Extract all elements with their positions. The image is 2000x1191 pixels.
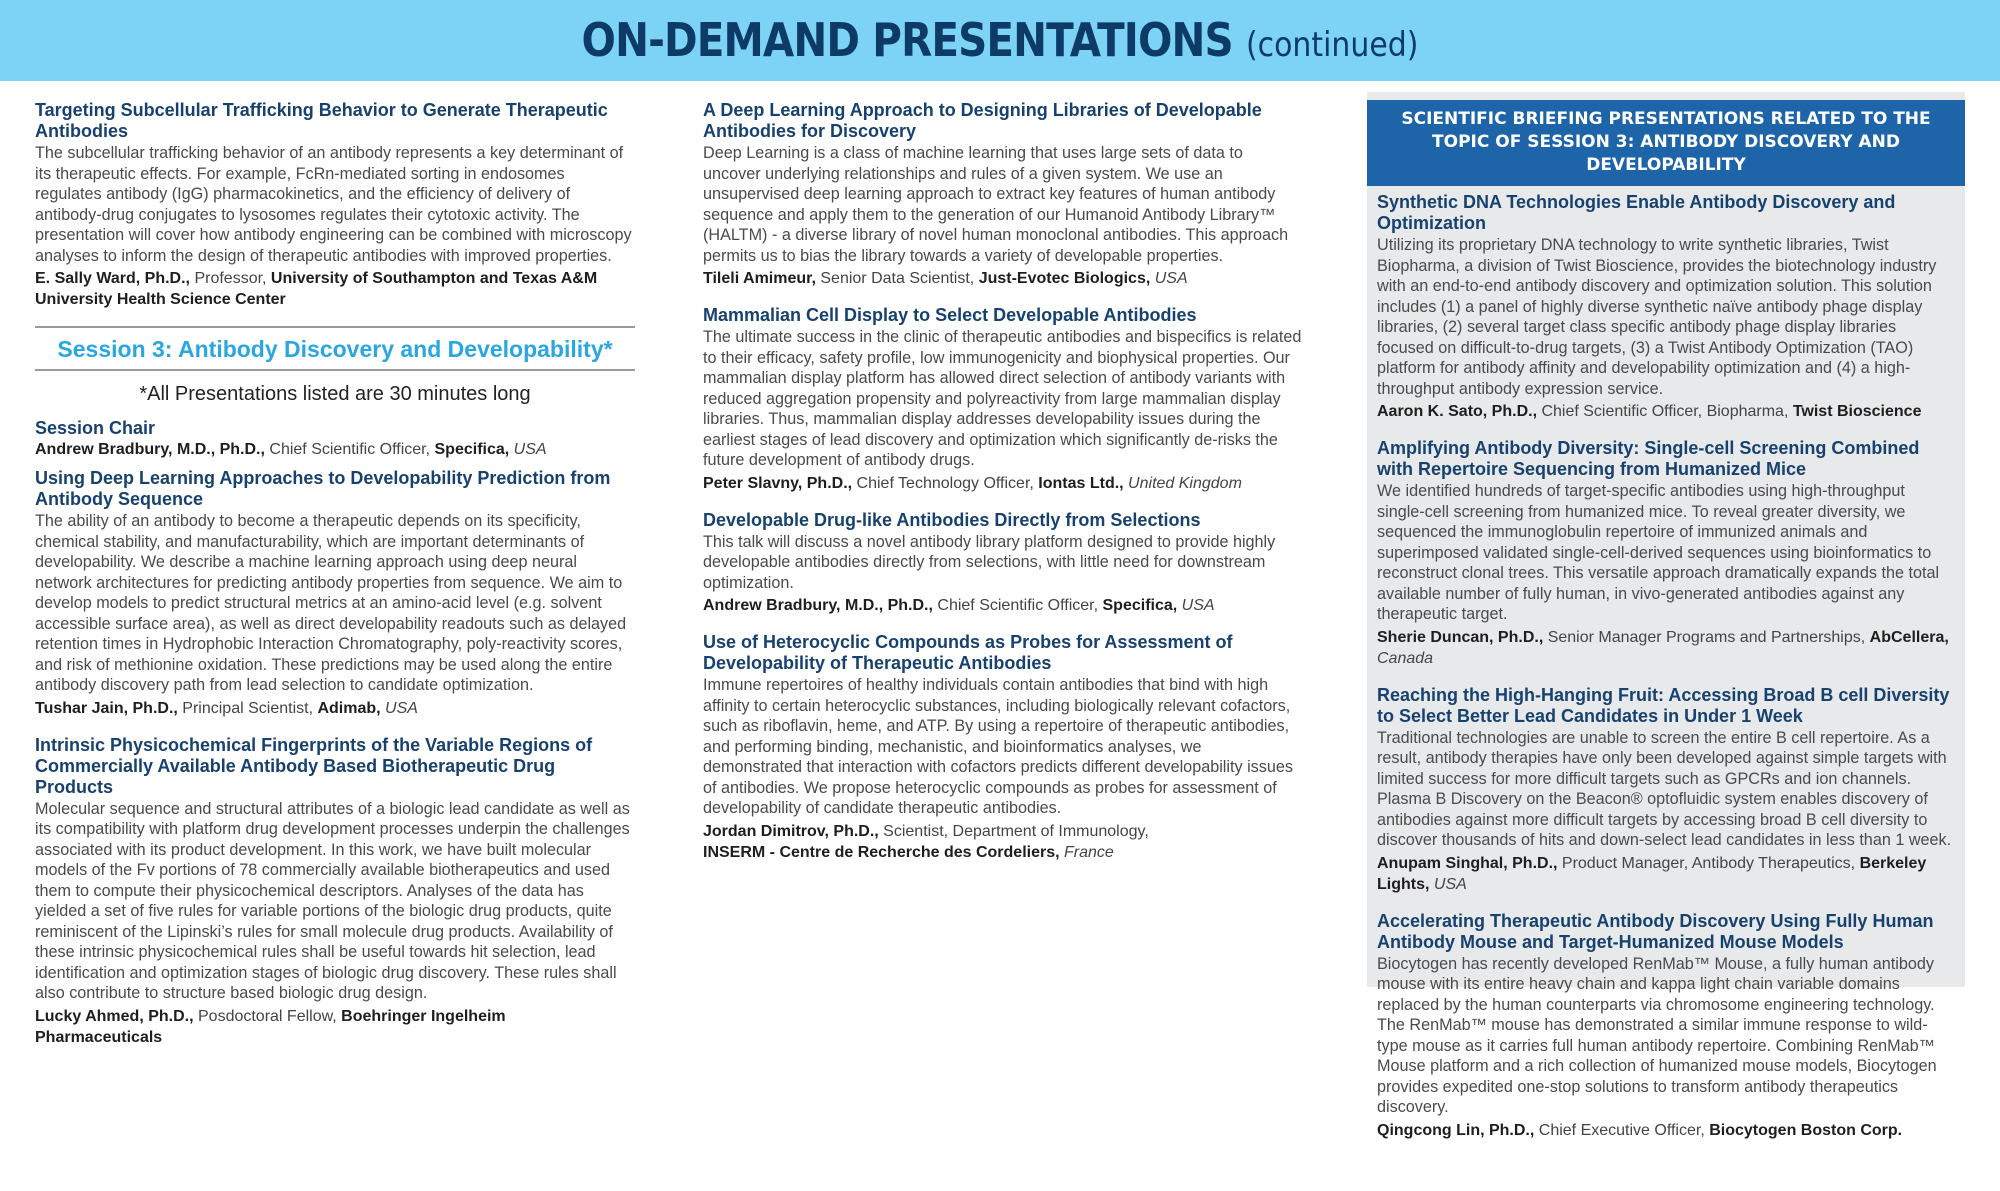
speaker-role: Chief Scientific Officer, Biopharma, [1537, 403, 1793, 420]
speaker-role: Posdoctoral Fellow, [193, 1007, 342, 1025]
speaker-role: Senior Manager Programs and Partnerships, [1543, 628, 1870, 646]
talk-speaker [703, 268, 1303, 289]
talk-abstract: We identified hundreds of target-specific antibodies using high-throughput single-cell screening from humanized mice. To reveal greater diversity, we sequenced the immunoglobulin repertoire of immunized animals and superimposed validated single-cell-derived sequences using bioinformatics to reconstruct clonal trees. This versatile approach dramatically expands the total available number of fully human, in vivo-generated antibodies against any therapeutic target. [1377, 482, 1940, 623]
speaker-name: Aaron K. Sato, Ph.D., [1377, 403, 1538, 420]
talk-title: Developable Drug-like Antibodies Directly from Selections [703, 509, 1201, 530]
speaker-org: Specifica, [1102, 597, 1178, 614]
talk-title: Use of Heterocyclic Compounds as Probes for Assessment of Developability of Therapeutic Antibodies [703, 632, 1233, 673]
talk-item [35, 735, 635, 1048]
talk-title: Accelerating Therapeutic Antibody Discovery Using Fully Human Antibody Mouse and Target-Humanized Mouse Models [1377, 910, 1934, 952]
talk-item [1367, 911, 1965, 1141]
talk-speaker [35, 1006, 635, 1048]
talk-speaker [35, 268, 635, 310]
speaker-country: France [1059, 843, 1114, 861]
talk-item [703, 510, 1303, 617]
page-title [120, 0, 1880, 73]
talk-speaker [703, 595, 1303, 616]
speaker-org: Boehringer Ingelheim Pharmaceuticals [35, 1007, 506, 1046]
speaker-name: E. Sally Ward, Ph.D., [35, 270, 190, 287]
talk-abstract: Immune repertoires of healthy individuals contain antibodies that bind with high affinity to certain heterocyclic substances, including biologically relevant cofactors, such as riboflavin, heme, and ATP. By using a repertoire of therapeutic antibodies, and performing binding, mechanistic, and bioinformatics analyses, we demonstrated that interaction with cofactors predicts different developability issues of antibodies. We propose heterocyclic compounds as probes for assessment of developability of candidate therapeutic antibodies. [703, 676, 1293, 817]
talk-item [35, 468, 635, 719]
speaker-role: Scientist, Department of Immunology, [878, 822, 1149, 840]
speaker-org: Berkeley Lights, [1377, 854, 1927, 893]
column-right-briefing [1367, 100, 1965, 1157]
speaker-name: Lucky Ahmed, Ph.D., [35, 1007, 194, 1025]
session-chair [35, 439, 635, 460]
speaker-name: Peter Slavny, Ph.D., [703, 474, 853, 492]
talk-item [1367, 685, 1965, 895]
speaker-org: Twist Bioscience [1792, 403, 1922, 420]
speaker-name: Tushar Jain, Ph.D., [35, 699, 178, 717]
speaker-name: Jordan Dimitrov, Ph.D., [703, 822, 879, 840]
page-banner [0, 0, 2000, 81]
banner-subtitle: (continued) [1246, 25, 1419, 65]
talk-abstract: The ultimate success in the clinic of therapeutic antibodies and bispecifics is related to their efficacy, safety profile, low immunogenicity and biophysical properties. Our mammalian display platform has allowed direct selection of antibody variants with reduced aggregation propensity and polyreactivity from large mammalian display libraries. Thus, mammalian display addresses developability issues during the earliest stages of lead discovery and optimization which significantly de-risks the future development of antibody drugs. [703, 328, 1302, 469]
speaker-country: Canada [1377, 649, 1434, 667]
talk-speaker [703, 821, 1303, 863]
speaker-name: Andrew Bradbury, M.D., Ph.D., [703, 597, 933, 614]
talk-speaker [1377, 401, 1955, 422]
column-left [35, 100, 635, 1064]
talk-title: Mammalian Cell Display to Select Developable Antibodies [703, 305, 1197, 325]
speaker-org: Adimab, [317, 699, 381, 717]
talk-item [703, 305, 1303, 494]
speaker-org: INSERM - Centre de Recherche des Cordeliers, [703, 843, 1060, 861]
speaker-country: United Kingdom [1123, 474, 1242, 492]
chair-name: Andrew Bradbury, M.D., Ph.D., [35, 441, 265, 458]
talk-title: Intrinsic Physicochemical Fingerprints of the Variable Regions of Commercially Available Antibody Based Biotherapeutic Drug Products [35, 734, 593, 797]
talk-item [703, 100, 1303, 289]
briefing-heading: SCIENTIFIC BRIEFING PRESENTATIONS RELATED TO THE TOPIC OF SESSION 3: ANTIBODY DISCOVERY AND DEVELOPABILITY [1367, 100, 1965, 186]
speaker-name: Anupam Singhal, Ph.D., [1377, 854, 1558, 872]
speaker-role: Chief Executive Officer, [1534, 1121, 1710, 1139]
speaker-country: USA [1429, 875, 1467, 893]
talk-abstract: The subcellular trafficking behavior of an antibody represents a key determinant of its therapeutic effects. For example, FcRn-mediated sorting in endosomes regulates antibody (IgG) pharmacokinetics, and the efficiency of delivery of antibody-drug conjugates to lysosomes regulates their cytotoxic activity. The presentation will cover how antibody engineering can be combined with microscopy analyses to inform the design of therapeutic antibodies with improved properties. [35, 144, 632, 265]
chair-org: Specifica, [434, 441, 510, 458]
chair-role: Chief Scientific Officer, [264, 441, 435, 458]
talk-title: Targeting Subcellular Trafficking Behavior to Generate Therapeutic Antibodies [35, 100, 608, 141]
speaker-role: Senior Data Scientist, [815, 270, 979, 287]
talk-speaker [1377, 853, 1955, 895]
speaker-role: Principal Scientist, [177, 699, 318, 717]
talk-abstract: Deep Learning is a class of machine learning that uses large sets of data to uncover underlying relationships and rules of a given system. We use an unsupervised deep learning approach to extract key features of human antibody sequence and apply them to the generation of our Humanoid Antibody Library™ (HALTM) - a diverse library of novel human monoclonal antibodies. This approach permits us to bias the library towards a variety of developable properties. [703, 144, 1289, 265]
talk-title: Amplifying Antibody Diversity: Single-cell Screening Combined with Repertoire Sequencing from Humanized Mice [1377, 438, 1920, 479]
chair-country: USA [509, 441, 547, 458]
talk-title: Using Deep Learning Approaches to Developability Prediction from Antibody Sequence [35, 468, 611, 509]
talk-abstract: Utilizing its proprietary DNA technology to write synthetic libraries, Twist Biopharma, a division of Twist Bioscience, provides the biotechnology industry with an end-to-end antibody discovery and optimization solution. This solution includes (1) a panel of highly diverse synthetic naïve antibody phage display libraries, (2) several target class specific antibody phage display libraries focused on difficult-to-drug targets, (3) a Twist Antibody Optimization (TAO) platform for antibody affinity and developability optimization and (4) a high-throughput antibody expression service. [1377, 236, 1937, 398]
talk-title: Reaching the High-Hanging Fruit: Accessing Broad B cell Diversity to Select Better Lead Candidates in Under 1 Week [1377, 684, 1950, 726]
speaker-name: Tileli Amimeur, [703, 270, 816, 287]
banner-title: ON-DEMAND PRESENTATIONS [581, 13, 1233, 67]
talk-item [35, 100, 635, 310]
talk-item [1367, 438, 1965, 669]
talk-title: A Deep Learning Approach to Designing Libraries of Developable Antibodies for Discovery [703, 100, 1262, 141]
speaker-org: University of Southampton and Texas A&M University Health Science Center [35, 270, 598, 308]
speaker-role: Product Manager, Antibody Therapeutics, [1557, 854, 1860, 872]
talk-item [1367, 192, 1965, 422]
speaker-name: Qingcong Lin, Ph.D., [1377, 1121, 1535, 1139]
speaker-name: Sherie Duncan, Ph.D., [1377, 628, 1544, 646]
talk-title: Synthetic DNA Technologies Enable Antibody Discovery and Optimization [1377, 192, 1896, 233]
talk-abstract: Biocytogen has recently developed RenMab™ Mouse, a fully human antibody mouse with its entire heavy chain and kappa light chain variable domains replaced by the human counterparts via chromosome engineering technology. The RenMab™ mouse has demonstrated a similar immune response to wild-type mouse as it carries full human antibody repertoire. Combining RenMab™ Mouse platform and a rich collection of humanized mouse models, Biocytogen provides expedited one-stop solutions to transform antibody therapeutics discovery. [1377, 954, 1937, 1116]
talk-speaker [35, 698, 635, 719]
speaker-org: Just-Evotec Biologics, [978, 270, 1151, 287]
speaker-org: Iontas Ltd., [1038, 474, 1124, 492]
talk-item [703, 632, 1303, 863]
session-note: *All Presentations listed are 30 minutes long [139, 383, 531, 405]
talk-abstract: The ability of an antibody to become a therapeutic depends on its specificity, chemical stability, and manufacturability, which are important determinants of developability. We describe a machine learning approach using deep neural network architectures for predicting antibody properties from sequence. We aim to develop models to predict structural metrics at an amino-acid level (e.g. solvent accessible surface area), as well as direct developability readouts such as delayed retention times in Hydrophobic Interaction Chromatography, poly-reactivity scores, and risk of methionine oxidation. These predictions may be used along the entire antibody discovery path from lead selection to candidate optimization. [35, 512, 627, 694]
talk-speaker [1377, 627, 1955, 669]
talk-speaker [1377, 1120, 1955, 1141]
session-heading: Session 3: Antibody Discovery and Developability* [35, 326, 635, 371]
session-chair-heading: Session Chair [35, 418, 156, 438]
speaker-role: Professor, [190, 270, 271, 287]
column-middle [703, 100, 1303, 879]
speaker-role: Chief Technology Officer, [852, 474, 1039, 492]
speaker-org: Biocytogen Boston Corp. [1709, 1121, 1903, 1139]
speaker-country: USA [380, 699, 418, 717]
speaker-role: Chief Scientific Officer, [932, 597, 1103, 614]
talk-abstract: This talk will discuss a novel antibody library platform designed to provide highly developable antibodies directly from selections, with little need for downstream optimization. [703, 532, 1276, 592]
talk-speaker [703, 473, 1303, 494]
talk-abstract: Molecular sequence and structural attributes of a biologic lead candidate as well as its compatibility with platform drug development processes underpin the challenges associated with its product development. In this work, we have built molecular models of the Fv portions of 78 commercially available biotherapeutics and used them to compute their physicochemical descriptors. Analyses of the data has yielded a set of five rules for variable portions of the biologic drug products, quite reminiscent of the Lipinski’s rules for small molecule drug products. Availability of these intrinsic physicochemical rules shall be useful towards hit selection, lead identification and optimization stages of biologic drug discovery. These rules shall also contribute to structure based biologic drug design. [35, 799, 630, 1002]
speaker-country: USA [1150, 270, 1188, 287]
talk-abstract: Traditional technologies are unable to screen the entire B cell repertoire. As a result, antibody therapies have only been developed against simple targets with limited success for more difficult targets such as GPCRs and ion channels. Plasma B Discovery on the Beacon® optofluidic system enables discovery of antibodies against more difficult targets by accessing broad B cell diversity to discover thousands of hits and down-select lead candidates in less than 1 week. [1377, 728, 1952, 849]
speaker-org: AbCellera, [1869, 628, 1949, 646]
speaker-country: USA [1177, 597, 1215, 614]
